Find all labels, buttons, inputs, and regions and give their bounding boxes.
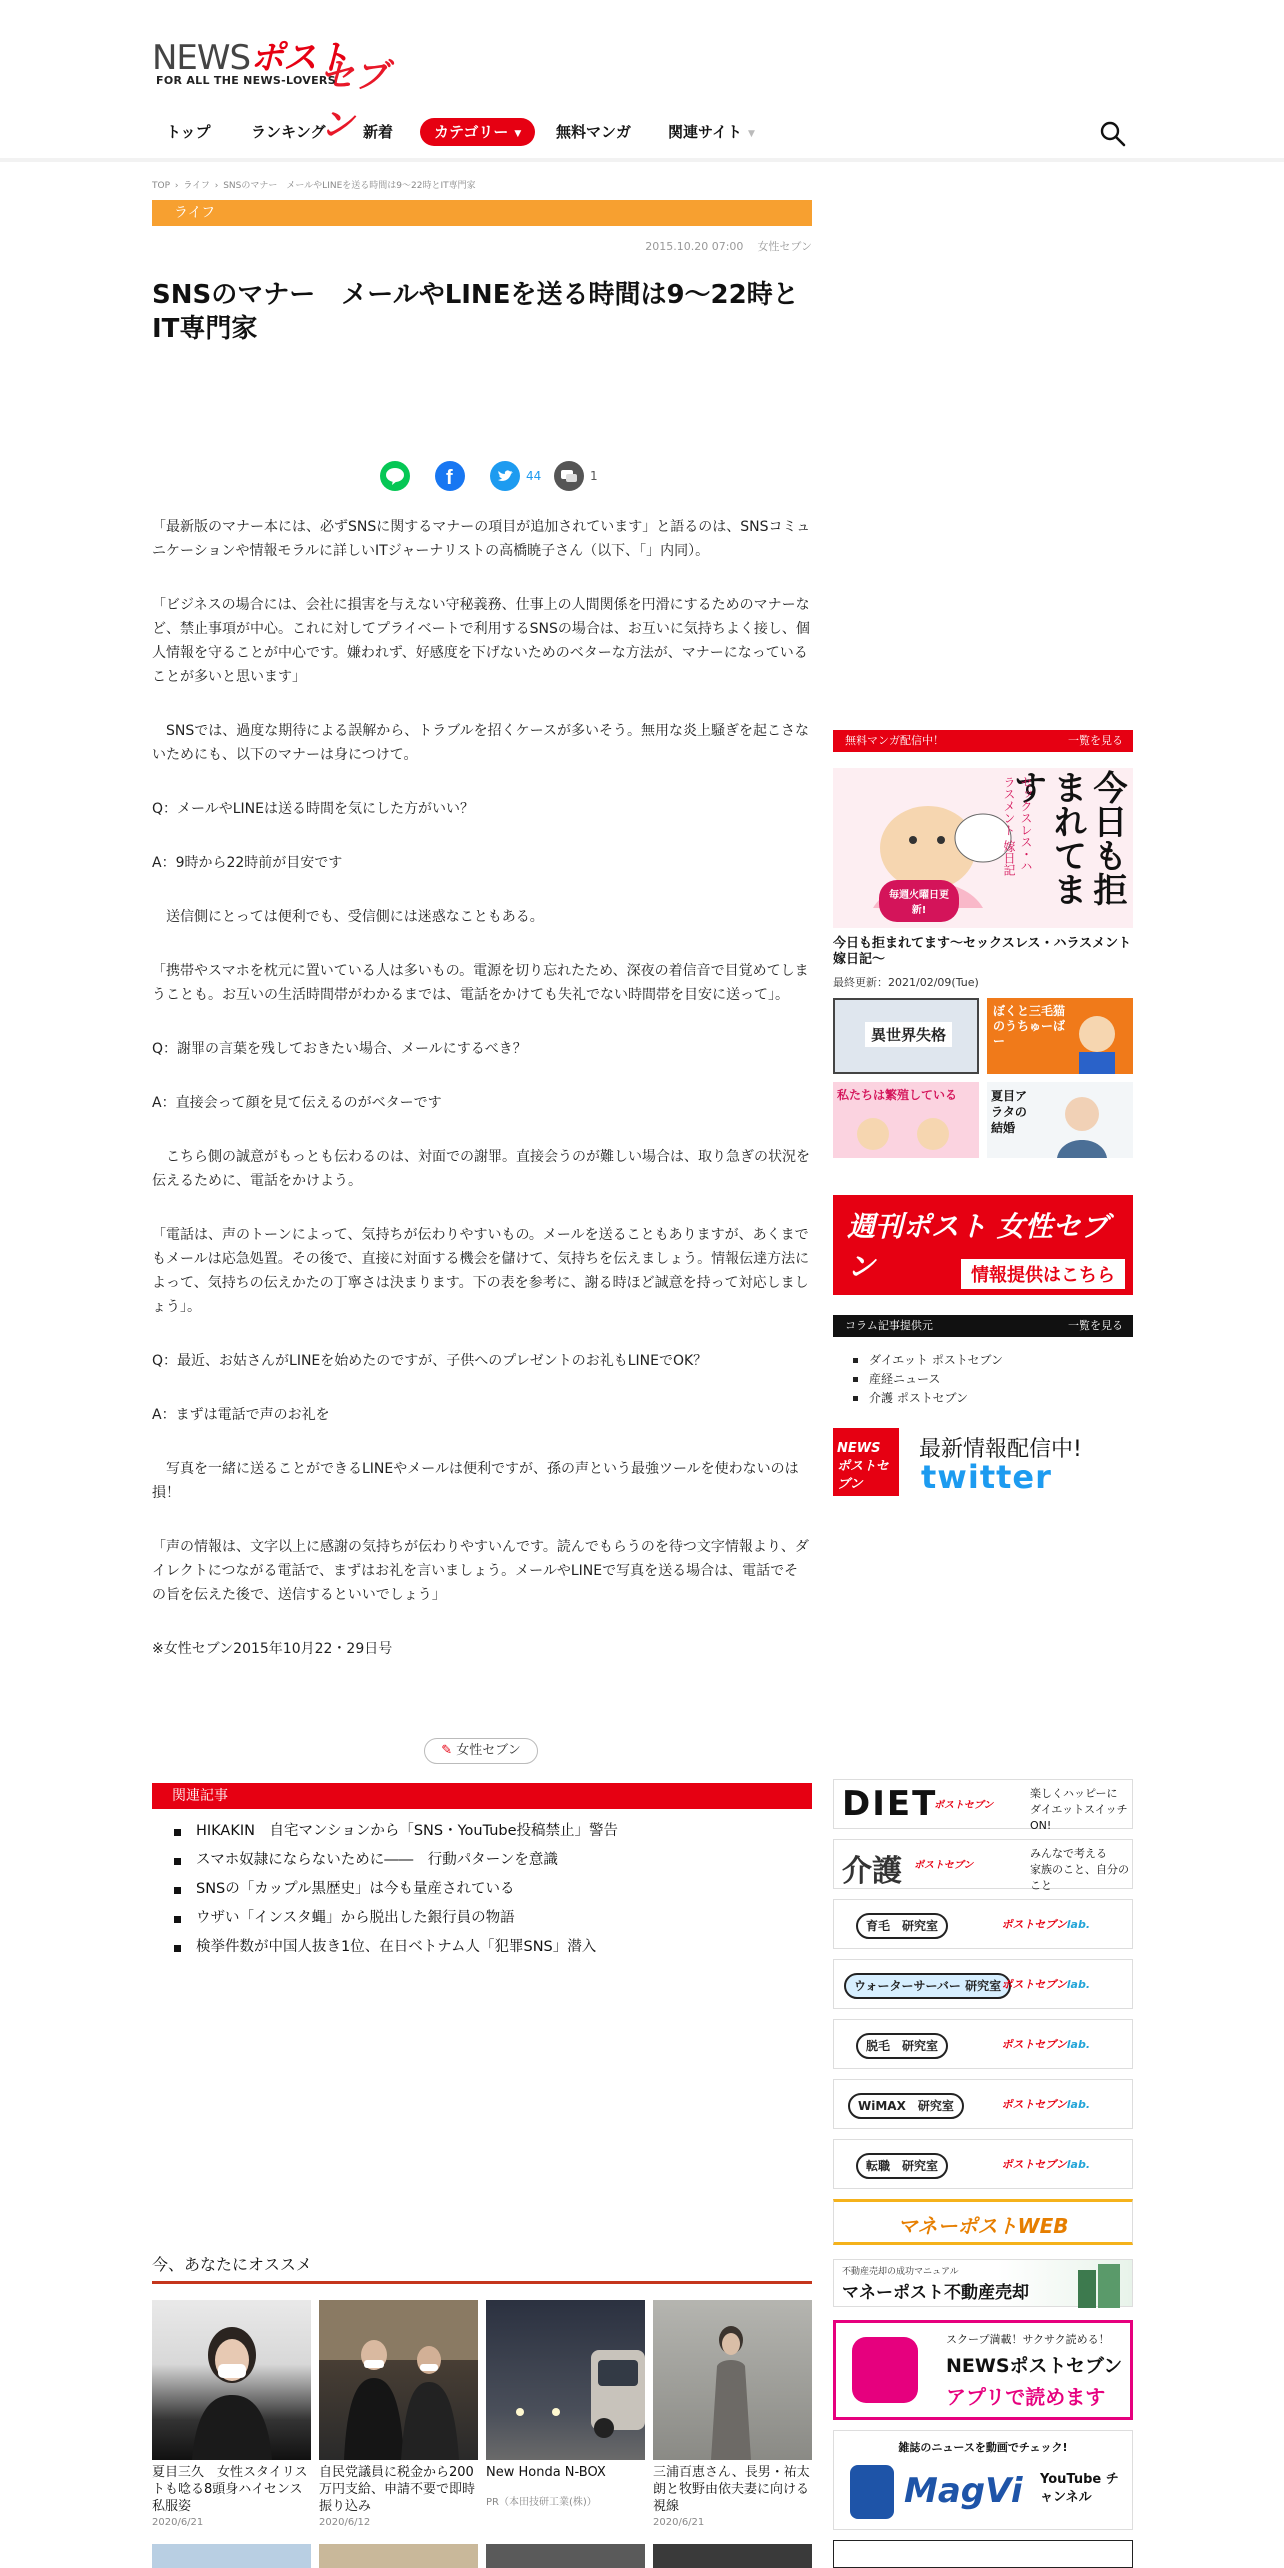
lab-post — [1002, 2156, 1090, 2172]
recommend-thumbnail — [319, 2300, 478, 2460]
app-small: スクープ満載！サクサク読める！ — [946, 2333, 1110, 2346]
recommend-thumbnail[interactable] — [653, 2544, 812, 2568]
weekly-post-banner[interactable] — [833, 1195, 1133, 1295]
breadcrumb-sep: › — [214, 181, 219, 191]
lab-banner-tenshoku[interactable] — [833, 2139, 1133, 2189]
manga-updated: 最終更新：2021/02/09(Tue) — [833, 976, 979, 989]
column-item[interactable]: 介護 ポストセブン — [853, 1389, 1003, 1408]
nav-free-manga[interactable]: 無料マンガ — [556, 123, 632, 141]
diet-banner[interactable] — [833, 1779, 1133, 1832]
site-header — [0, 0, 1284, 162]
article-paragraph: Q：謝罪の言葉を残しておきたい場合、メールにするべき？ — [152, 1041, 527, 1057]
lab-post — [1002, 2036, 1090, 2052]
breadcrumb — [152, 178, 478, 191]
article-body — [152, 515, 812, 1691]
fudosan-title: マネーポスト不動産売却 — [842, 2283, 1029, 2303]
twitter-share-icon[interactable] — [490, 461, 520, 491]
caret-down-icon: ▼ — [747, 129, 755, 139]
recommend-title: New Honda N-BOX — [486, 2465, 606, 2480]
manga-heading-label: 無料マンガ配信中！ — [845, 734, 944, 747]
article-meta — [152, 238, 812, 254]
nav-top[interactable]: トップ — [166, 123, 211, 141]
manga-feature-image[interactable] — [833, 768, 1133, 928]
app-banner[interactable] — [833, 2320, 1133, 2420]
category-bar[interactable]: ライフ — [152, 200, 812, 226]
twitter-share-count: 44 — [526, 469, 542, 483]
recommend-date: 2020/6/21 — [152, 2517, 204, 2528]
article-paragraph: SNSでは、過度な期待による誤解から、トラブルを招くケースが多いそう。無用な炎上騒ぎを起こさないためにも、以下のマナーは身につけて。 — [152, 723, 809, 763]
manga-thumb[interactable] — [833, 1082, 979, 1158]
article-paragraph: こちら側の誠意がもっとも伝わるのは、対面での謝罪。直接会うのが難しい場合は、取り急ぎの状況を伝えるために、電話をかけよう。 — [152, 1149, 810, 1189]
nav-new[interactable]: 新着 — [363, 123, 394, 141]
lab-post — [1002, 1976, 1090, 1992]
recommend-card[interactable] — [486, 2300, 645, 2540]
manga-thumb[interactable] — [833, 998, 979, 1074]
logo-news: NEWS — [152, 38, 251, 78]
nav-related-sites[interactable] — [668, 118, 755, 146]
recommend-date: 2020/6/21 — [653, 2517, 705, 2528]
article-paragraph: 送信側にとっては便利でも、受信側には迷惑なこともある。 — [152, 909, 544, 925]
article-paragraph: 「最新版のマナー本には、必ずSNSに関するマナーの項目が追加されています」と語るのは、SNSコミュニケーションや情報モラルに詳しいITジャーナリストの高橋暁子さん（以下、「」内同）。 — [152, 519, 811, 559]
sidebar — [833, 730, 1133, 1496]
kaigo-post: ポストセブン — [914, 1860, 974, 1871]
nav-category-label: カテゴリー — [434, 123, 509, 141]
money-post-title: マネーポストWEB — [897, 2214, 1069, 2238]
breadcrumb-current: SNSのマナー メールやLINEを送る時間は9～22時とIT専門家 — [223, 181, 476, 191]
article-paragraph: 写真を一緒に送ることができるLINEやメールは便利ですが、孫の声という最強ツールを使わないのは損！ — [152, 1461, 799, 1501]
article-paragraph: 「声の情報は、文字以上に感謝の気持ちが伝わりやすいんです。読んでもらうのを待つ文字情報より、ダイレクトにつながる電話で、まずはお礼を言いましょう。メールやLINEで写真を送る場合は、電話でその旨を伝えた後で、送信するといいでしょう」 — [152, 1539, 809, 1603]
twitter-banner-line1: 最新情報配信中! — [919, 1437, 1082, 1462]
facebook-share-icon[interactable] — [435, 461, 465, 491]
comment-icon[interactable] — [554, 461, 584, 491]
lab-suffix: lab. — [1066, 2038, 1090, 2051]
article-date: 2015.10.20 07:00 — [645, 240, 744, 253]
caret-down-icon: ▼ — [514, 129, 522, 139]
article-source: 女性セブン — [757, 240, 812, 253]
article-paragraph: 「携帯やスマホを枕元に置いている人は多いもの。電源を切り忘れたため、深夜の着信音で目覚めてしまうことも。お互いの生活時間帯がわかるまでは、電話をかけても失礼でない時間帯を目安に送って」。 — [152, 963, 809, 1003]
related-item[interactable]: SNSの「カップル黒歴史」は今も量産されている — [152, 1875, 812, 1904]
recommend-heading: 今、あなたにオススメ — [152, 2254, 812, 2284]
lab-post — [1002, 1916, 1090, 1932]
breadcrumb-top[interactable]: TOP — [152, 181, 171, 191]
lab-banner-water[interactable] — [833, 1959, 1133, 2009]
search-icon[interactable] — [1099, 120, 1127, 148]
magvi-channel: YouTube チャンネル — [1040, 2472, 1119, 2505]
logo-post: ポスト — [250, 38, 350, 78]
lab-title: ウォーターサーバー 研究室 — [844, 1973, 1011, 1999]
recommend-date: PR（本田技研工業(株)） — [486, 2497, 597, 2508]
manga-heading — [833, 730, 1133, 752]
lab-title: 育毛 研究室 — [856, 1913, 948, 1939]
related-heading: 関連記事 — [152, 1783, 812, 1809]
manga-art-text: 今日も拒まれてます — [1007, 770, 1127, 906]
article-paragraph: Q：最近、お姑さんがLINEを始めたのですが、子供へのプレゼントのお礼もLINEでOK？ — [152, 1353, 708, 1369]
breadcrumb-category[interactable]: ライフ — [183, 181, 210, 191]
recommend-card[interactable] — [653, 2300, 812, 2540]
recommend-thumbnail[interactable] — [486, 2544, 645, 2568]
article-paragraph: A：直接会って顔を見て伝えるのがベターです — [152, 1095, 442, 1111]
lab-suffix: lab. — [1066, 1978, 1090, 1991]
lab-post-label: ポストセブン — [1001, 2158, 1067, 2171]
recommend-title: 自民党議員に税金から200万円支給、申請不要で即時振り込み — [319, 2465, 476, 2514]
kaigo-title: 介護 — [842, 1854, 902, 1889]
breadcrumb-sep: › — [174, 181, 179, 191]
nav-ranking[interactable]: ランキング — [251, 123, 326, 141]
lab-title: 脱毛 研究室 — [856, 2033, 948, 2059]
twitter-banner[interactable] — [833, 1428, 1133, 1496]
nav-category[interactable] — [420, 118, 535, 146]
recommend-thumbnail — [152, 2300, 311, 2460]
lab-banner-ikumo[interactable] — [833, 1899, 1133, 1949]
comment-count: 1 — [590, 469, 598, 483]
lab-title: 転職 研究室 — [856, 2153, 948, 2179]
recommend-thumbnail[interactable] — [152, 2544, 311, 2568]
line-share-icon[interactable] — [380, 461, 410, 491]
lab-banner-wimax[interactable] — [833, 2079, 1133, 2129]
article-paragraph: ※女性セブン2015年10月22・29日号 — [152, 1641, 393, 1657]
related-item[interactable]: HIKAKIN 自宅マンションから「SNS・YouTube投稿禁止」警告 — [152, 1817, 812, 1846]
svg-text:f: f — [446, 467, 453, 489]
sidebar-banner-next[interactable] — [833, 2540, 1133, 2568]
article-paragraph: 「ビジネスの場合には、会社に損害を与えない守秘義務、仕事上の人間関係を円滑にするためのマナーなど、禁止事項が中心。これに対してプライベートで利用するSNSの場合は、お互いに気持ちよく接し、個人情報を守ることが中心です。嫌われず、好感度を下げないためのベターな方法が、マナーになっていることが多いと思います」 — [152, 597, 810, 685]
related-articles — [152, 1783, 812, 1962]
column-more-link[interactable]: 一覧を見る — [1068, 1319, 1123, 1332]
diet-title: DIET — [842, 1784, 938, 1824]
pencil-icon: ✎ — [441, 1743, 453, 1758]
recommend-thumbnail[interactable] — [319, 2544, 478, 2568]
nav-related-label: 関連サイト — [668, 123, 742, 141]
manga-more-link[interactable]: 一覧を見る — [1068, 734, 1123, 747]
app-line1: NEWSポストセブン — [946, 2355, 1123, 2377]
related-item[interactable]: 検挙件数が中国人抜き1位、在日ベトナム人「犯罪SNS」潜入 — [152, 1933, 812, 1962]
lab-suffix: lab. — [1066, 1918, 1090, 1931]
column-item[interactable]: 産経ニュース — [853, 1370, 1003, 1389]
fudosan-small: 不動産売却の成功マニュアル — [842, 2267, 959, 2277]
kaigo-banner[interactable] — [833, 1839, 1133, 1892]
manga-art-sub: セックスレス・ハラスメント 嫁日記 — [1002, 776, 1033, 876]
twitter-banner-logo: NEWS ポストセブン — [833, 1428, 899, 1496]
related-item[interactable]: ウザい「インスタ蝿」から脱出した銀行員の物語 — [152, 1904, 812, 1933]
column-heading-label: コラム記事提供元 — [845, 1319, 933, 1332]
lab-suffix: lab. — [1066, 2098, 1090, 2111]
lab-post — [1002, 2096, 1090, 2112]
magvi-banner[interactable] — [833, 2430, 1133, 2530]
manga-title[interactable]: 今日も拒まれてます～セックスレス・ハラスメント 嫁日記～ — [833, 936, 1132, 967]
recommend-thumbnail — [486, 2300, 645, 2460]
manga-thumb[interactable] — [987, 1082, 1133, 1158]
recommend-card[interactable] — [319, 2300, 478, 2540]
manga-thumb-label: 異世界失格 — [865, 1022, 952, 1047]
fudosan-banner[interactable] — [833, 2259, 1133, 2307]
recommend-title: 三浦百恵さん、長男・祐太朗と牧野由依夫妻に向ける視線 — [653, 2465, 810, 2514]
twitter-banner-line2: twitter — [921, 1458, 1052, 1496]
source-button[interactable] — [424, 1738, 538, 1764]
lab-post-label: ポストセブン — [1001, 1918, 1067, 1931]
kaigo-tag: みんなで考える 家族のこと、自分のこと — [1030, 1847, 1129, 1892]
recommend-thumbnail — [653, 2300, 812, 2460]
manga-art-badge: 毎週火曜日更新! — [879, 880, 959, 922]
column-item[interactable]: ダイエット ポストセブン — [853, 1351, 1003, 1370]
magvi-title: MagVi — [904, 2471, 1023, 2511]
article-paragraph: Q：メールやLINEは送る時間を気にした方がいい？ — [152, 801, 474, 817]
article-paragraph: A：9時から22時前が目安です — [152, 855, 343, 871]
lab-post-label: ポストセブン — [1001, 1978, 1067, 1991]
lab-title: WiMAX 研究室 — [848, 2093, 964, 2119]
magvi-small: 雑誌のニュースを動画でチェック! — [898, 2441, 1068, 2454]
article-title: SNSのマナー メールやLINEを送る時間は9～22時とIT専門家 — [152, 280, 799, 344]
diet-tag: 楽しくハッピーに ダイエットスイッチON! — [1030, 1787, 1128, 1832]
recommend-title: 夏目三久 女性スタイリストも唸る8頭身ハイセンス私服姿 — [152, 2465, 308, 2514]
recommend-card[interactable] — [152, 2300, 311, 2540]
magvi-logo-icon — [850, 2465, 894, 2519]
related-item[interactable]: スマホ奴隷にならないために―― 行動パターンを意識 — [152, 1846, 812, 1875]
article-paragraph: A：まずは電話で声のお礼を — [152, 1407, 330, 1423]
lab-post-label: ポストセブン — [1001, 2098, 1067, 2111]
manga-thumb-label: 私たちは繁殖している — [837, 1088, 958, 1102]
app-icon — [852, 2337, 918, 2403]
money-post-banner[interactable] — [833, 2199, 1133, 2245]
article-paragraph: 「電話は、声のトーンによって、気持ちが伝わりやすいもの。メールを送ることもありますが、あくまでもメールは応急処置。その後で、直接に対面する機会を儲けて、気持ちを伝えましょう。情報伝達方法によって、気持ちの伝えかたの丁寧さは決まります。下の表を参考に、謝る時ほど誠意を持って対応しましょう」。 — [152, 1227, 810, 1315]
manga-thumb-label: 夏目アラタの結婚 — [991, 1089, 1028, 1135]
manga-thumb-label: ぼくと三毛猫のうちゅーばー — [993, 1004, 1066, 1048]
lab-suffix: lab. — [1066, 2158, 1090, 2171]
manga-thumb[interactable] — [987, 998, 1133, 1074]
recommend-date: 2020/6/12 — [319, 2517, 371, 2528]
source-button-label: 女性セブン — [456, 1743, 521, 1758]
weekly-banner-cta: 情報提供はこちら — [961, 1259, 1125, 1289]
app-line2: アプリで読めます — [946, 2385, 1106, 2409]
column-list — [853, 1351, 1003, 1408]
logo-seven: セブン — [320, 56, 388, 145]
lab-post-label: ポストセブン — [1001, 2038, 1067, 2051]
weekly-banner-title: 週刊ポスト 女性セブン — [847, 1210, 1109, 1283]
logo-tagline: FOR ALL THE NEWS-LOVERS — [156, 74, 336, 87]
building-icon — [1068, 2260, 1128, 2308]
recommend-section — [152, 2254, 812, 2528]
column-heading — [833, 1315, 1133, 1337]
lab-banner-datsumo[interactable] — [833, 2019, 1133, 2069]
diet-post: ポストセブン — [934, 1800, 994, 1811]
